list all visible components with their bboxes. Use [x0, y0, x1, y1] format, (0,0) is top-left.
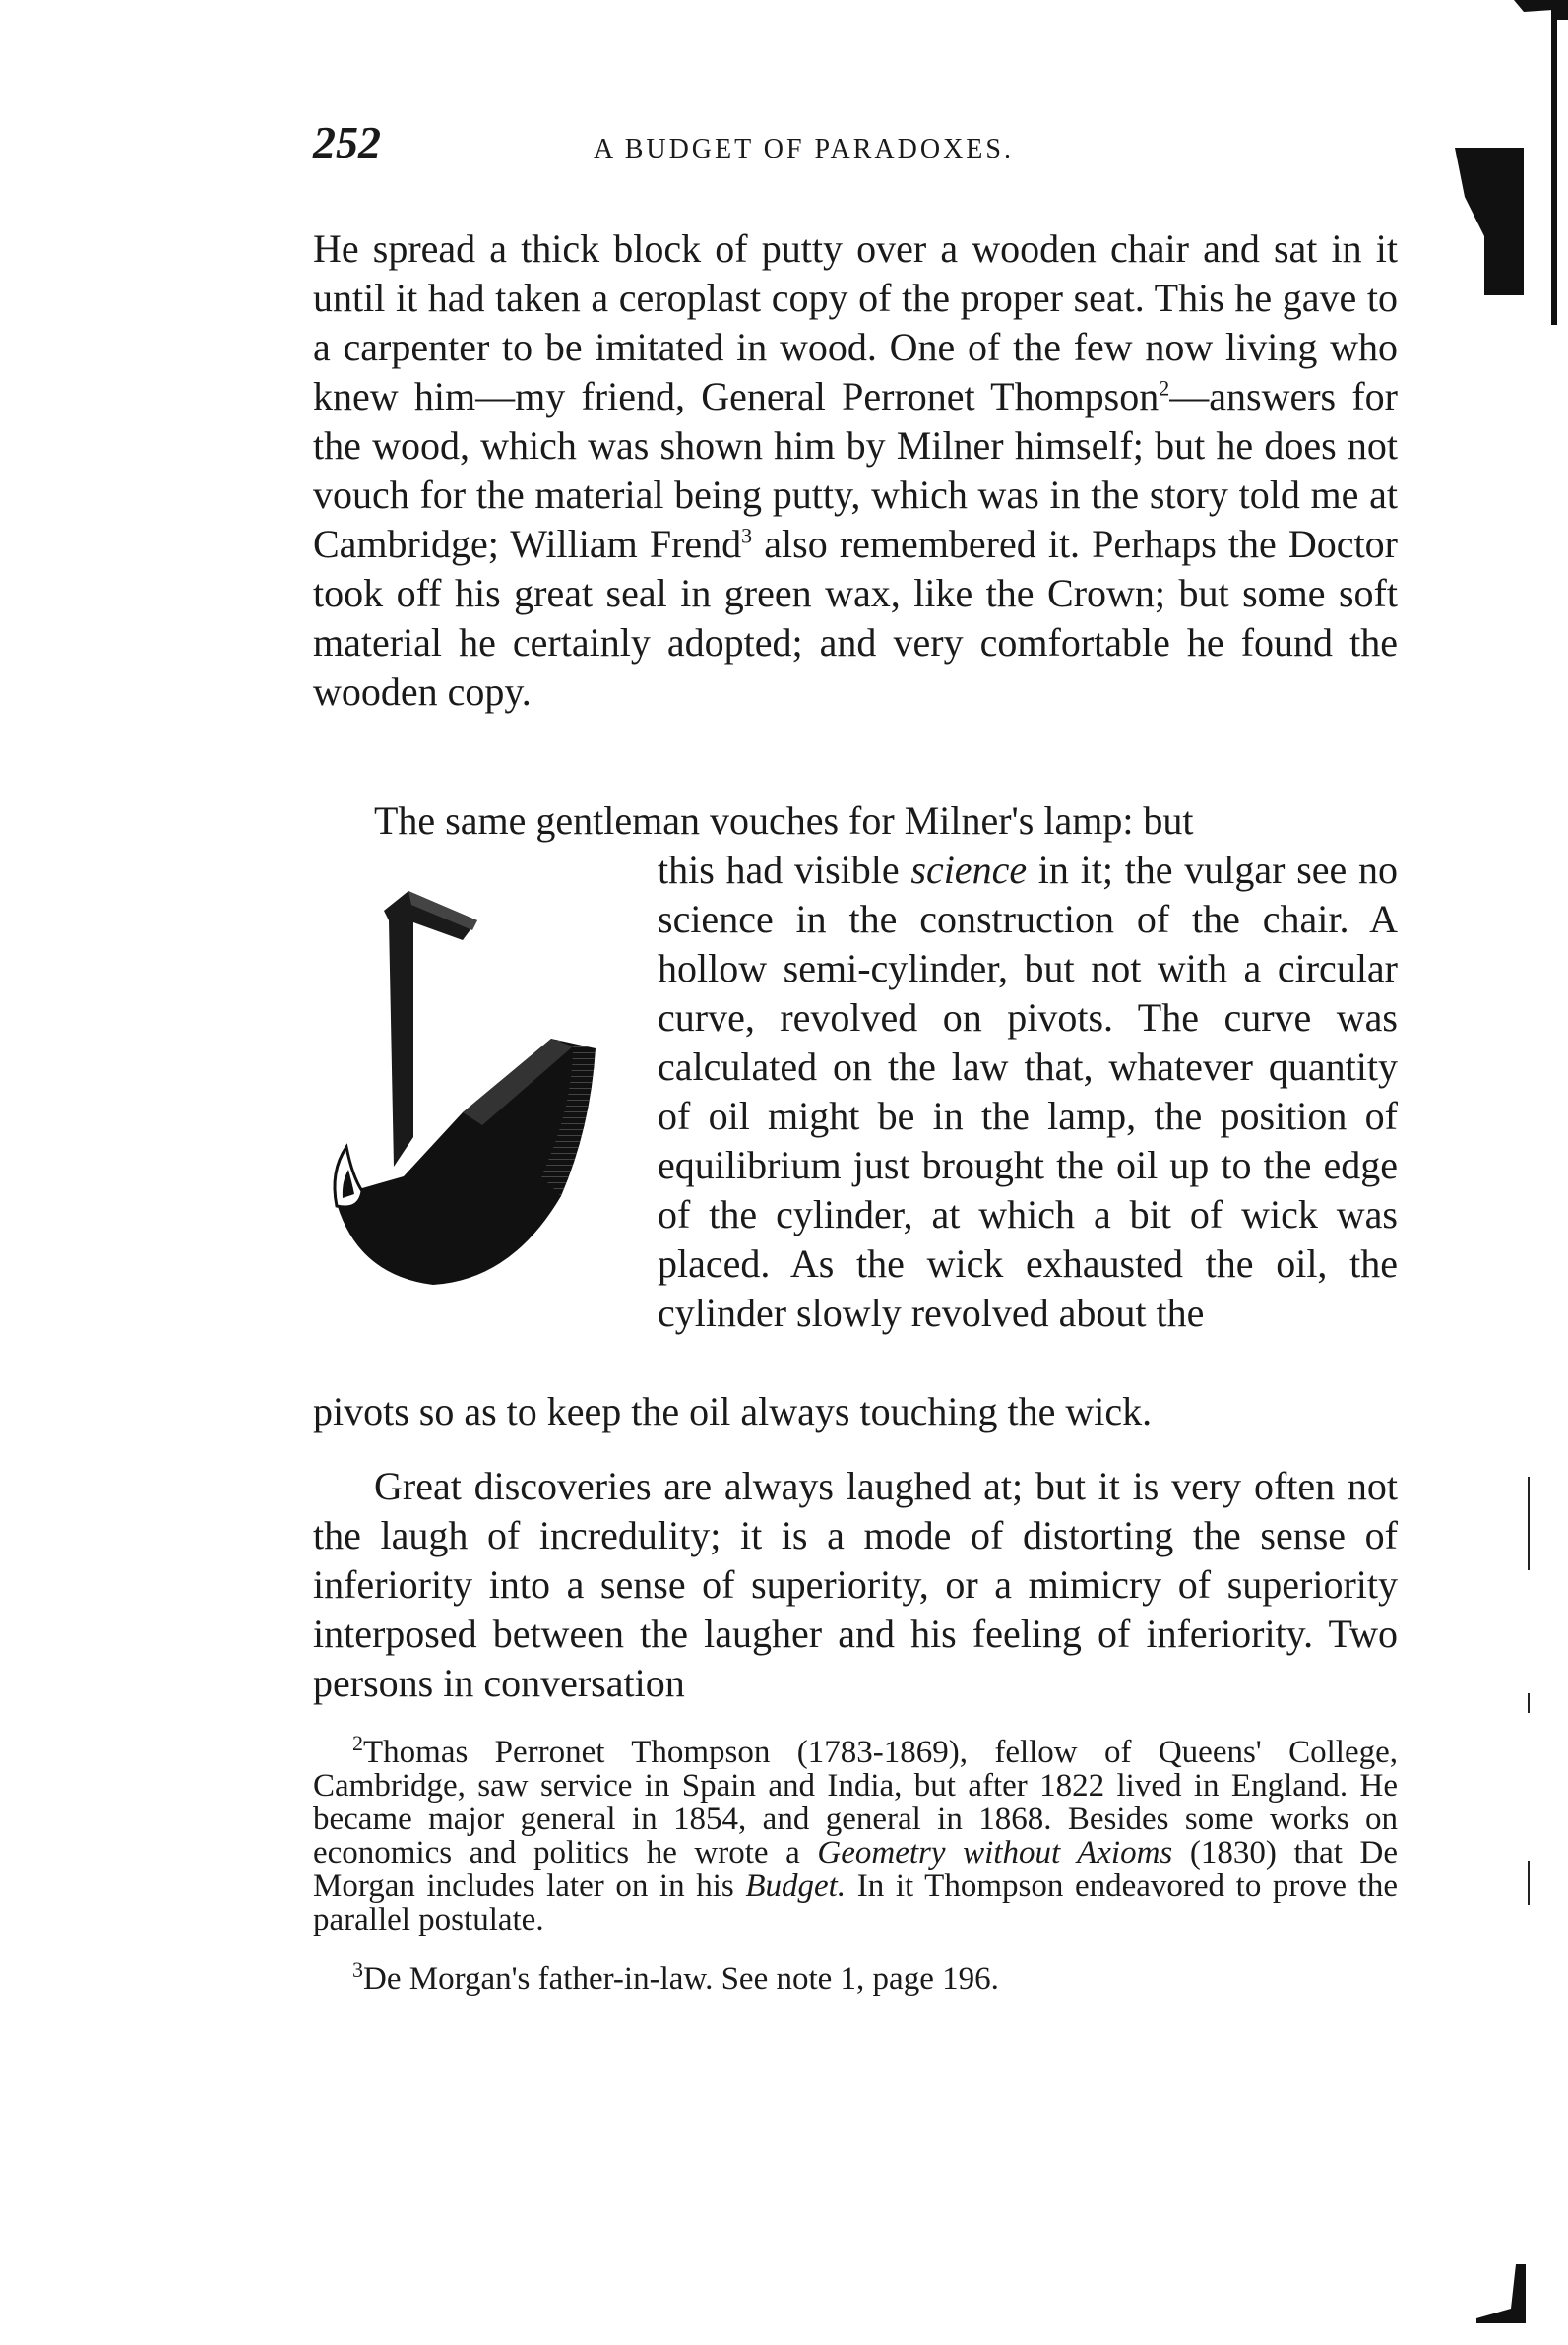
- scan-edge-line: [1528, 1861, 1530, 1905]
- footnote-3-text: De Morgan's father-in-law. See note 1, page 196.: [363, 1961, 999, 1996]
- scan-edge-line: [1528, 1693, 1530, 1713]
- paragraph-2-tail: pivots so as to keep the oil always touching the wick.: [313, 1389, 1153, 1433]
- milner-lamp-illustration: [315, 881, 630, 1295]
- footnote-2-text-b: (1830) that De Morgan includes later on in his: [313, 1835, 1398, 1904]
- emphasis-science: science: [910, 848, 1028, 892]
- book-title-geometry: Geometry without Axioms: [817, 1835, 1173, 1870]
- page-number: 252: [313, 117, 381, 167]
- footnote-3-mark: 3: [352, 1957, 363, 1982]
- paragraph-2-text-a: this had visible: [658, 848, 911, 892]
- paragraph-1-text-a: He spread a thick block of putty over a wooden chair and sat in it until it had taken a ceroplast copy of the proper seat. This he gave to a carpenter to be imitated in wood. One of the few now living who knew him—my friend, General Perronet Thompson: [313, 226, 1398, 418]
- paragraph-2-wrapped: [658, 846, 1398, 1338]
- footnote-2-mark: 2: [352, 1731, 363, 1755]
- footnote-3: [313, 1957, 1398, 1996]
- book-title-budget: Budget.: [745, 1869, 847, 1904]
- scan-edge-artifact: [1455, 0, 1568, 325]
- footnote-2-text-c: In it Thompson endeavored to prove the parallel postulate.: [313, 1869, 1398, 1937]
- paragraph-2-text-b: in it; the vulgar see no science in the construction of the chair. A hollow semi-cylinder, but not with a circular curve, revolved on pivots. The curve was calculated on the law that, whatever quantity of oil might be in the lamp, the position of equilibrium just brought the oil up to the edge of the cylinder, at which a bit of wick was placed. As the wick exhausted the oil, the cylinder slowly revolved about the: [658, 848, 1398, 1335]
- paragraph-3: Great discoveries are always laughed at; but it is very often not the laugh of incredulity; it is a mode of distorting the sense of inferiority into a sense of superiority, or a mimicry of superiority interposed between the laugher and his feeling of inferiority. Two persons in conversation: [313, 1464, 1398, 1705]
- paragraph-2-lead: The same gentleman vouches for Milner's lamp: but: [374, 798, 1194, 843]
- paragraph-1-text-c: also remembered it. Perhaps the Doctor took off his great seal in green wax, like the Crown; but some soft material he certainly adopted; and very comfortable he found the wooden copy.: [313, 522, 1398, 714]
- footnotes: [313, 1731, 1398, 1996]
- footnote-2: [313, 1731, 1398, 1937]
- footnote-ref-2: 2: [1159, 375, 1170, 401]
- paragraph-1-text-b: —answers for the wood, which was shown him by Milner himself; but he does not vouch for the material being putty, which was in the story told me at Cambridge; William Frend: [313, 374, 1398, 566]
- paragraph-1: [313, 224, 1398, 717]
- scan-corner-artifact: [1476, 2264, 1526, 2323]
- scan-edge-line: [1528, 1477, 1530, 1570]
- running-title: A BUDGET OF PARADOXES.: [594, 134, 1014, 164]
- footnote-2-text-a: Thomas Perronet Thompson (1783-1869), fellow of Queens' College, Cambridge, saw service in Spain and India, but after 1822 lived in England. He became major general in 1854, and general in 1868. Besides some works on economics and politics he wrote a: [313, 1735, 1398, 1870]
- footnote-ref-3: 3: [741, 523, 753, 548]
